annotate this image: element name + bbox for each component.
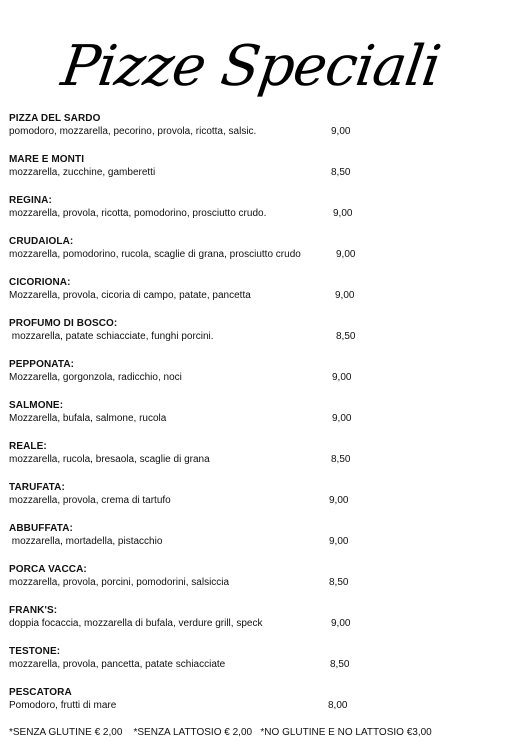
pizza-price: 9,00 [332,372,352,383]
pizza-price: 8,00 [328,700,348,711]
pizza-price: 9,00 [335,290,355,301]
pizza-price: 9,00 [333,208,353,219]
pizza-ingredients: mozzarella, mortadella, pistacchio [9,536,163,547]
menu-item [9,154,509,195]
pizza-name: PROFUMO DI BOSCO: [9,318,118,329]
pizza-ingredients: mozzarella, pomodorino, rucola, scaglie di grana, prosciutto crudo [9,249,301,260]
pizza-name: PEPPONATA: [9,359,75,370]
pizza-price: 8,50 [336,331,356,342]
pizza-price: 9,00 [336,249,356,260]
pizza-name: TESTONE: [9,646,61,657]
menu-item [9,318,509,359]
pizza-list [9,113,509,728]
pizza-name: REALE: [9,441,47,452]
pizza-ingredients: mozzarella, zucchine, gamberetti [9,167,156,178]
pizza-name: TARUFATA: [9,482,65,493]
pizza-price: 8,50 [331,454,351,465]
menu-item [9,523,509,564]
pizza-price: 9,00 [331,126,351,137]
pizza-price: 9,00 [329,536,349,547]
menu-item [9,400,509,441]
pizza-ingredients: doppia focaccia, mozzarella di bufala, verdure grill, speck [9,618,263,629]
pizza-ingredients: Pomodoro, frutti di mare [9,700,117,711]
pizza-price: 8,50 [331,167,351,178]
pizza-name: REGINA: [9,195,52,206]
pizza-ingredients: mozzarella, provola, ricotta, pomodorino, prosciutto crudo. [9,208,267,219]
pizza-ingredients: Mozzarella, provola, cicoria di campo, patate, pancetta [9,290,251,301]
pizza-ingredients: mozzarella, provola, pancetta, patate schiacciate [9,659,226,670]
pizza-name: MARE E MONTI [9,154,85,165]
pizza-name: ABBUFFATA: [9,523,73,534]
menu-item [9,441,509,482]
menu-item [9,359,509,400]
pizza-price: 8,50 [329,577,349,588]
pizza-name: CICORIONA: [9,277,71,288]
pizza-name: PIZZA DEL SARDO [9,113,101,124]
pizza-name: PORCA VACCA: [9,564,87,575]
pizza-price: 9,00 [332,413,352,424]
menu-item [9,277,509,318]
pizza-ingredients: mozzarella, provola, porcini, pomodorini, salsiccia [9,577,230,588]
menu-item [9,482,509,523]
pizza-name: SALMONE: [9,400,64,411]
menu-item [9,646,509,687]
menu-item [9,564,509,605]
pizza-name: PESCATORA [9,687,72,698]
pizza-ingredients: mozzarella, provola, crema di tartufo [9,495,171,506]
menu-item [9,236,509,277]
pizza-ingredients: pomodoro, mozzarella, pecorino, provola, ricotta, salsic. [9,126,257,137]
menu-item [9,605,509,646]
pizza-price: 8,50 [330,659,350,670]
surcharge-note: *SENZA GLUTINE € 2,00 *SENZA LATTOSIO € 2,00 *NO GLUTINE E NO LATTOSIO €3,00 [9,727,432,738]
pizza-price: 9,00 [329,495,349,506]
pizza-ingredients: Mozzarella, bufala, salmone, rucola [9,413,167,424]
pizza-ingredients: mozzarella, patate schiacciate, funghi porcini. [9,331,214,342]
page-title: Pizze Speciali [57,34,445,99]
menu-item [9,687,509,728]
pizza-name: CRUDAIOLA: [9,236,74,247]
pizza-ingredients: mozzarella, rucola, bresaola, scaglie di grana [9,454,210,465]
menu-item [9,113,509,154]
pizza-ingredients: Mozzarella, gorgonzola, radicchio, noci [9,372,182,383]
pizza-price: 9,00 [331,618,351,629]
menu-item [9,195,509,236]
pizza-name: FRANK'S: [9,605,58,616]
